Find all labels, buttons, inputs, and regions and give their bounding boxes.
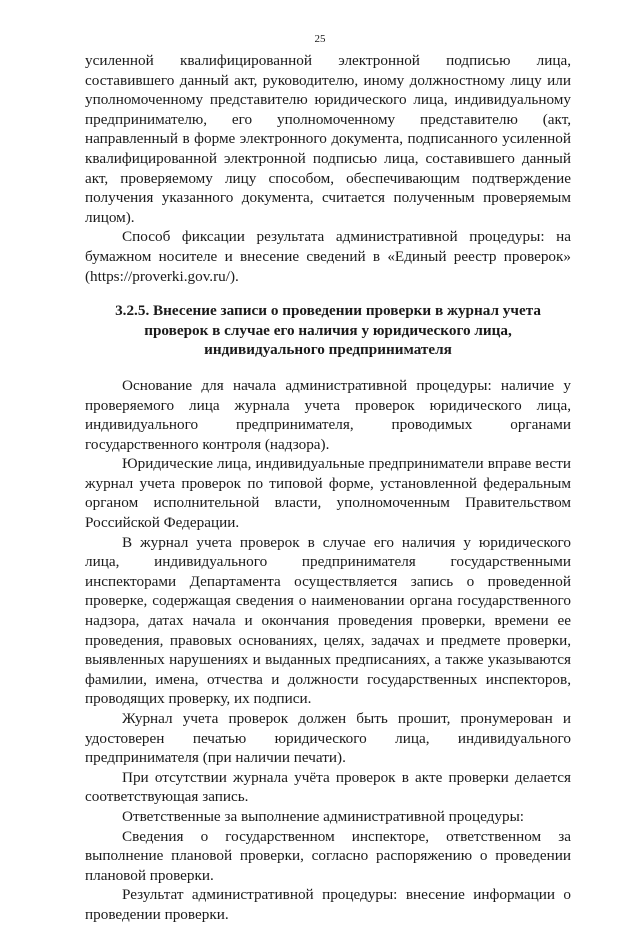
- paragraph-inspector-info: Сведения о государственном инспекторе, ответственном за выполнение плановой проверки, согласно распоряжению о проведении плановой проверки.: [85, 827, 571, 884]
- page-number: 25: [314, 33, 326, 45]
- section-heading: [85, 301, 571, 360]
- section-heading-line: проверок в случае его наличия у юридического лица,: [144, 321, 512, 339]
- paragraph-journal-binding: Журнал учета проверок должен быть прошит, пронумерован и удостоверен печатью юридического лица, индивидуального предпринимателя (при наличии печати).: [85, 710, 571, 767]
- section-heading-line: 3.2.5. Внесение записи о проведении проверки в журнал учета: [115, 302, 541, 320]
- paragraph-no-journal: При отсутствии журнала учёта проверок в акте проверки делается соответствующая запись.: [85, 768, 571, 806]
- paragraph-fixation-method: Способ фиксации результата административной процедуры: на бумажном носителе и внесение сведений в «Единый реестр проверок» (https://proverki.gov.ru/).: [85, 228, 571, 285]
- section-heading-line: индивидуального предпринимателя: [204, 341, 452, 359]
- paragraph-journal-entry: В журнал учета проверок в случае его наличия у юридического лица, индивидуального предпринимателя государственными инспекторами Департамента осуществляется запись о проведенной проверке, содержащая сведения о наименовании органа государственного надзора, датах начала и окончания проведения проверки, времени ее проведения, правовых основаниях, целях, задачах и предмете проверки, выявленных нарушениях и выданных предписаниях, а также указываются фамилии, имена, отчества и должности государственных инспекторов, проводящих проверку, их подписи.: [85, 533, 571, 708]
- document-body: [85, 51, 571, 925]
- paragraph-result: Результат административной процедуры: внесение информации о проведении проверки.: [85, 886, 571, 923]
- paragraph-journal-right: Юридические лица, индивидуальные предприниматели вправе вести журнал учета проверок по типовой форме, установленной федеральным органом исполнительной власти, уполномоченным Правительством Российской Федерации.: [85, 455, 571, 532]
- paragraph-responsible: Ответственные за выполнение административной процедуры:: [122, 807, 524, 825]
- paragraph-continued: усиленной квалифицированной электронной подписью лица, составившего данный акт, руководителю, иному должностному лицу или уполномоченному представителю юридического лица, индивидуальному предпринимателю, его уполномоченному представителю (акт, направленный в форме электронного документа, подписанного усиленной квалифицированной электронной подписью лица, составившего данный акт, проверяемому лицу способом, обеспечивающим подтверждение получения указанного документа, считается полученным проверяемым лицом).: [85, 52, 571, 226]
- paragraph-basis: Основание для начала административной процедуры: наличие у проверяемого лица журнала учета проверок юридического лица, индивидуального предпринимателя, проводимых органами государственного контроля (надзора).: [85, 376, 571, 453]
